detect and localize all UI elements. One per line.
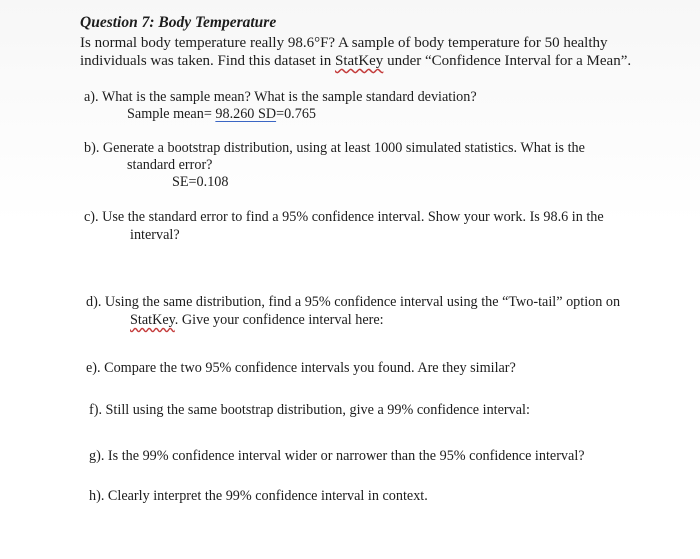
intro-line-2 xyxy=(80,53,631,70)
question-e: e). Compare the two 95% confidence intervals you found. Are they similar? xyxy=(86,360,516,376)
question-b-line-2: standard error? xyxy=(127,157,213,173)
question-c-line-2: interval? xyxy=(130,227,180,243)
intro-line-2-pre: individuals was taken. Find this dataset in xyxy=(80,53,335,69)
statkey-link[interactable]: StatKey xyxy=(334,53,384,69)
question-h: h). Clearly interpret the 99% confidence interval in context. xyxy=(89,488,428,504)
question-f: f). Still using the same bootstrap distribution, give a 99% confidence interval: xyxy=(89,402,530,418)
question-g: g). Is the 99% confidence interval wider or narrower than the 95% confidence interval? xyxy=(89,448,585,464)
intro-line-1: Is normal body temperature really 98.6°F? A sample of body temperature for 50 healthy xyxy=(80,35,608,51)
answer-a-post: =0.765 xyxy=(276,106,317,122)
question-b-line-1: b). Generate a bootstrap distribution, using at least 1000 simulated statistics. What is the xyxy=(84,140,585,156)
answer-a-mean-sd: 98.260 SD xyxy=(215,106,277,122)
question-d-line-2-post: . Give your confidence interval here: xyxy=(174,312,384,328)
question-a: a). What is the sample mean? What is the sample standard deviation? xyxy=(84,89,477,105)
question-d-line-2 xyxy=(130,312,384,329)
answer-a xyxy=(127,106,316,123)
answer-a-pre: Sample mean= xyxy=(127,106,216,122)
statkey-link-d[interactable]: StatKey xyxy=(130,312,175,328)
question-d-line-1: d). Using the same distribution, find a 95% confidence interval using the “Two-tail” option on xyxy=(86,294,621,310)
intro-line-2-post: under “Confidence Interval for a Mean”. xyxy=(383,53,632,69)
question-c-line-1: c). Use the standard error to find a 95% confidence interval. Show your work. Is 98.6 in the xyxy=(84,209,604,225)
question-title: Question 7: Body Temperature xyxy=(80,14,277,31)
answer-b: SE=0.108 xyxy=(172,174,229,190)
